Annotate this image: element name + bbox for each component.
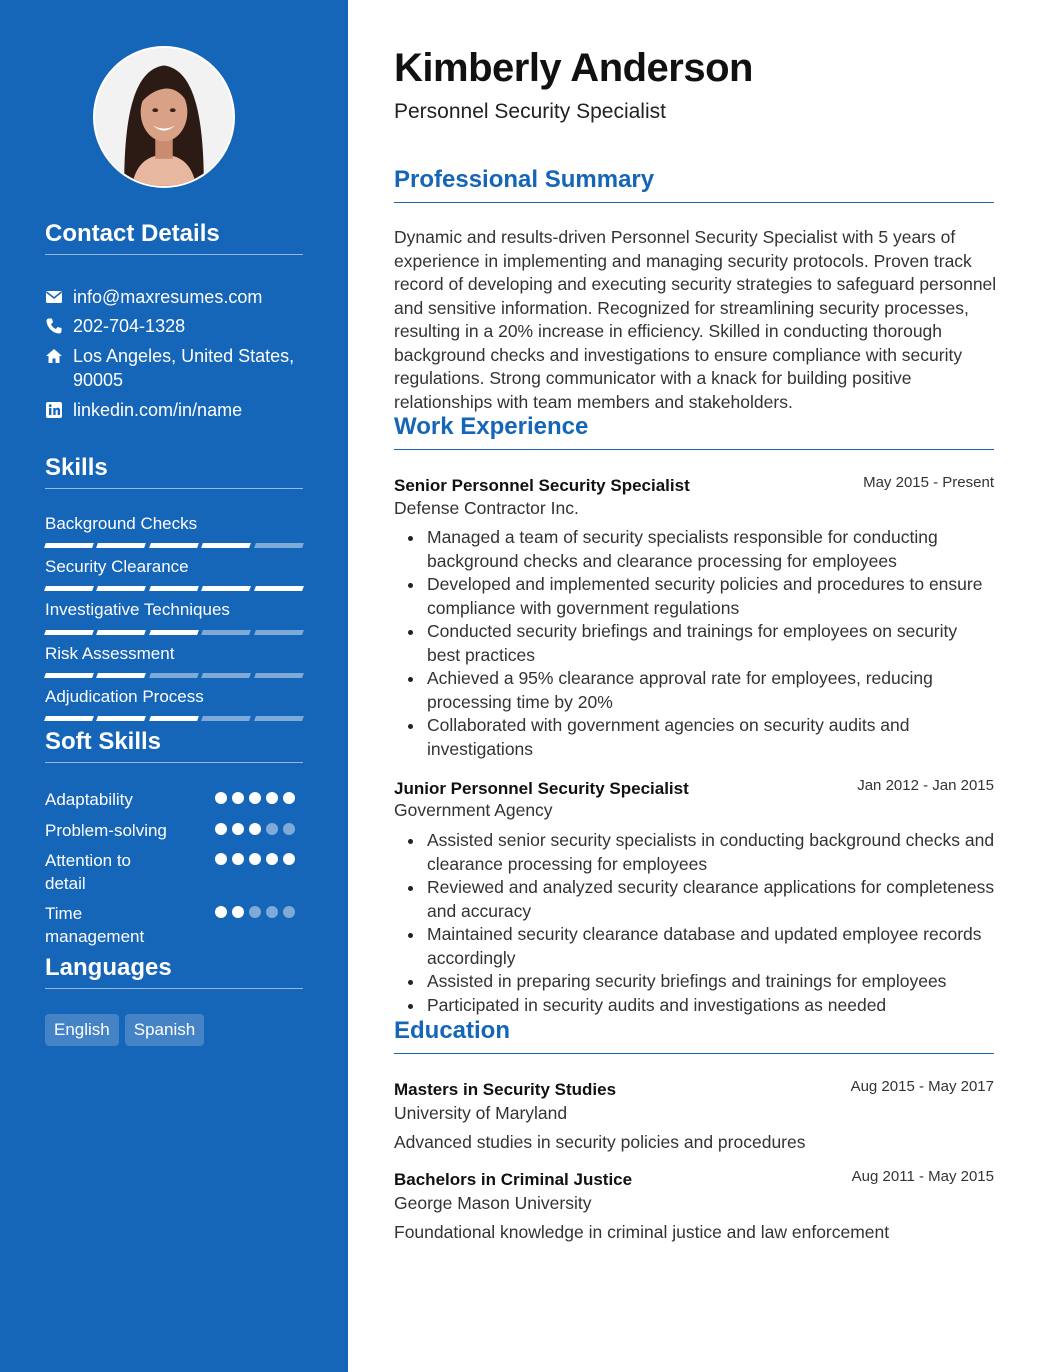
skill-bar-segment xyxy=(201,630,251,635)
contact-phone[interactable] xyxy=(45,314,305,338)
skill-label: Risk Assessment xyxy=(45,644,175,663)
soft-skill-dots xyxy=(215,823,295,835)
edu-degree: Masters in Security Studies xyxy=(394,1080,617,1099)
contact-linkedin-text: linkedin.com/in/name xyxy=(73,400,243,420)
contact-email[interactable] xyxy=(45,285,305,309)
phone-icon xyxy=(45,317,63,335)
soft-skill-label: Adaptability xyxy=(45,790,133,809)
contact-address xyxy=(45,344,305,392)
skill-bar-segment xyxy=(149,543,199,548)
skill-bar-segment xyxy=(254,630,304,635)
rating-dot xyxy=(215,853,227,865)
list-item: Collaborated with government agencies on security audits and investigations xyxy=(427,714,995,761)
envelope-icon xyxy=(45,288,63,306)
skills-heading: Skills xyxy=(45,454,303,489)
rating-dot xyxy=(283,823,295,835)
skill-label: Adjudication Process xyxy=(45,687,204,706)
soft-skill-dots xyxy=(215,906,295,918)
skill-bar-segment xyxy=(149,716,199,721)
skill-label: Background Checks xyxy=(45,514,198,533)
skill-bar-segment xyxy=(254,543,304,548)
profile-photo xyxy=(93,46,235,188)
job-bullets xyxy=(427,526,995,761)
skill-bar-segment xyxy=(44,716,94,721)
rating-dot xyxy=(232,823,244,835)
languages-heading: Languages xyxy=(45,954,303,989)
skill-bar-segment xyxy=(149,586,199,591)
rating-dot xyxy=(266,853,278,865)
skill-bar-segment xyxy=(44,543,94,548)
skill-bar-segment xyxy=(201,673,251,678)
experience-heading: Work Experience xyxy=(394,413,994,450)
rating-dot xyxy=(266,792,278,804)
rating-dot xyxy=(232,906,244,918)
skill-bar-segment xyxy=(96,543,146,548)
rating-dot xyxy=(283,792,295,804)
linkedin-icon xyxy=(45,401,63,419)
skill-bar xyxy=(45,673,303,678)
skill-bar-segment xyxy=(201,586,251,591)
soft-skill-label: Time management xyxy=(45,904,145,946)
soft-skill-label: Problem-solving xyxy=(45,821,167,840)
rating-dot xyxy=(266,906,278,918)
language-tag: Spanish xyxy=(125,1014,204,1046)
edu-description: Foundational knowledge in criminal justice and law enforcement xyxy=(394,1222,890,1242)
job-title: Senior Personnel Security Specialist xyxy=(394,476,690,495)
job-dates: May 2015 - Present xyxy=(863,474,994,491)
soft-skill-label: Attention to detail xyxy=(45,851,132,893)
edu-degree: Bachelors in Criminal Justice xyxy=(394,1170,633,1189)
rating-dot xyxy=(283,906,295,918)
soft-skills-heading: Soft Skills xyxy=(45,728,303,763)
summary-text: Dynamic and results-driven Personnel Security Specialist with 5 years of experience in implementing and managing security protocols. Proven track record of developing and executing security strategies to safeguard personnel and sensitive information. Recognized for streamlining security processes, resulting in a 20% increase in efficiency. Skilled in conducting thorough background checks and investigations to ensure compliance with security regulations. Strong communicator with a knack for building positive relationships with team members and stakeholders. xyxy=(394,227,997,412)
skill-bar xyxy=(45,716,303,721)
home-icon xyxy=(45,347,63,365)
avatar xyxy=(95,48,233,186)
list-item: Assisted in preparing security briefings and trainings for employees xyxy=(427,970,995,994)
skill-bar-segment xyxy=(254,586,304,591)
skill-bar-segment xyxy=(149,630,199,635)
language-tag: English xyxy=(45,1014,119,1046)
job-dates: Jan 2012 - Jan 2015 xyxy=(857,777,994,794)
rating-dot xyxy=(249,823,261,835)
skill-bar xyxy=(45,586,303,591)
education-heading: Education xyxy=(394,1017,994,1054)
rating-dot xyxy=(232,853,244,865)
skill-bar-segment xyxy=(201,543,251,548)
skill-bar-segment xyxy=(96,630,146,635)
rating-dot xyxy=(232,792,244,804)
edu-dates: Aug 2015 - May 2017 xyxy=(850,1078,994,1095)
skill-bar-segment xyxy=(44,673,94,678)
edu-school: University of Maryland xyxy=(394,1103,568,1123)
rating-dot xyxy=(215,792,227,804)
candidate-name: Kimberly Anderson xyxy=(394,46,753,90)
soft-skill-dots xyxy=(215,853,295,865)
job-org: Defense Contractor Inc. xyxy=(394,498,579,518)
job-org: Government Agency xyxy=(394,800,553,820)
contact-address-text: Los Angeles, United States, 90005 xyxy=(73,346,295,390)
skill-bar-segment xyxy=(44,586,94,591)
skill-bar xyxy=(45,630,303,635)
list-item: Developed and implemented security policies and procedures to ensure compliance with government regulations xyxy=(427,573,995,620)
edu-school: George Mason University xyxy=(394,1193,592,1213)
edu-dates: Aug 2011 - May 2015 xyxy=(851,1168,994,1185)
contact-phone-text: 202-704-1328 xyxy=(73,316,186,336)
skill-bar-segment xyxy=(44,630,94,635)
skill-bar-segment xyxy=(201,716,251,721)
list-item: Managed a team of security specialists responsible for conducting background checks and clearance processing for employees xyxy=(427,526,995,573)
candidate-role: Personnel Security Specialist xyxy=(394,100,666,123)
contact-heading: Contact Details xyxy=(45,220,303,255)
list-item: Participated in security audits and investigations as needed xyxy=(427,994,995,1018)
list-item: Assisted senior security specialists in conducting background checks and clearance processing for employees xyxy=(427,829,995,876)
skill-bar-segment xyxy=(96,586,146,591)
contact-linkedin[interactable] xyxy=(45,398,305,422)
rating-dot xyxy=(266,823,278,835)
skill-label: Security Clearance xyxy=(45,557,189,576)
list-item: Conducted security briefings and trainings for employees on security best practices xyxy=(427,620,995,667)
list-item: Achieved a 95% clearance approval rate for employees, reducing processing time by 20% xyxy=(427,667,995,714)
rating-dot xyxy=(249,853,261,865)
rating-dot xyxy=(283,853,295,865)
skill-bar-segment xyxy=(149,673,199,678)
rating-dot xyxy=(215,823,227,835)
skill-bar-segment xyxy=(96,673,146,678)
job-bullets xyxy=(427,829,995,1017)
skill-bar-segment xyxy=(254,673,304,678)
list-item: Maintained security clearance database and updated employee records accordingly xyxy=(427,923,995,970)
skill-label: Investigative Techniques xyxy=(45,600,230,619)
list-item: Reviewed and analyzed security clearance applications for completeness and accuracy xyxy=(427,876,995,923)
rating-dot xyxy=(249,792,261,804)
edu-description: Advanced studies in security policies and procedures xyxy=(394,1132,806,1152)
job-title: Junior Personnel Security Specialist xyxy=(394,779,689,798)
skill-bar-segment xyxy=(96,716,146,721)
summary-heading: Professional Summary xyxy=(394,166,994,203)
skill-bar xyxy=(45,543,303,548)
language-list xyxy=(45,1014,204,1046)
soft-skill-dots xyxy=(215,792,295,804)
sidebar xyxy=(0,0,348,1372)
contact-email-text: info@maxresumes.com xyxy=(73,287,263,307)
rating-dot xyxy=(249,906,261,918)
rating-dot xyxy=(215,906,227,918)
skill-bar-segment xyxy=(254,716,304,721)
